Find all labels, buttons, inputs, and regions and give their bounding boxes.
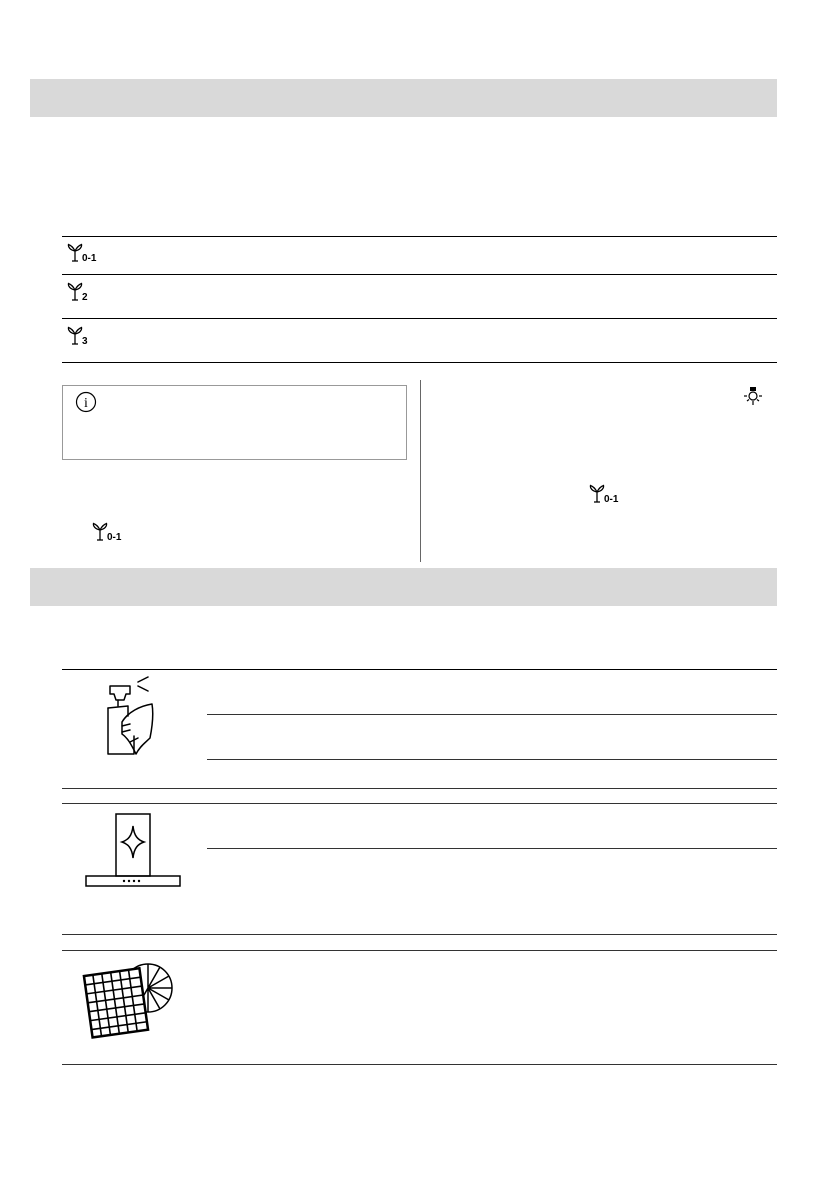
fan-level-label: 2 — [82, 292, 88, 303]
table-rule-top — [62, 236, 777, 237]
note-box — [62, 385, 407, 460]
care-sub-rule — [207, 759, 777, 760]
care-rule-bottom — [62, 1064, 777, 1065]
svg-text:i: i — [84, 396, 88, 411]
info-icon — [75, 391, 97, 413]
care-sub-rule — [207, 714, 777, 715]
fan-level-0-1 — [67, 241, 96, 263]
care-rule — [62, 788, 777, 789]
charcoal-filter-icon — [80, 958, 178, 1042]
fan-level-3 — [67, 324, 88, 346]
fan-speed-icon — [589, 482, 605, 504]
fan-speed-icon — [67, 241, 83, 263]
right-fan-icon — [589, 482, 618, 504]
table-rule — [62, 274, 777, 275]
fan-level-label: 0-1 — [82, 253, 97, 264]
care-rule — [62, 950, 777, 951]
fan-level-label: 0-1 — [604, 494, 619, 505]
care-rule — [62, 934, 777, 935]
spray-cleaning-icon — [100, 676, 170, 758]
care-rule-top — [62, 669, 777, 670]
hood-shine-icon — [84, 812, 182, 890]
care-sub-rule — [207, 848, 777, 849]
table-rule — [62, 318, 777, 319]
left-fan-icon — [92, 520, 121, 542]
section-header-bar-1 — [30, 79, 777, 117]
table-rule-bottom — [62, 362, 777, 363]
fan-level-label: 0-1 — [107, 532, 122, 543]
fan-speed-icon — [92, 520, 108, 542]
section-header-bar-2 — [30, 568, 777, 606]
fan-level-2 — [67, 280, 88, 302]
fan-speed-icon — [67, 324, 83, 346]
fan-level-label: 3 — [82, 336, 88, 347]
column-divider — [420, 380, 421, 562]
fan-speed-icon — [67, 280, 83, 302]
light-bulb-icon — [742, 386, 764, 406]
care-rule — [62, 803, 777, 804]
